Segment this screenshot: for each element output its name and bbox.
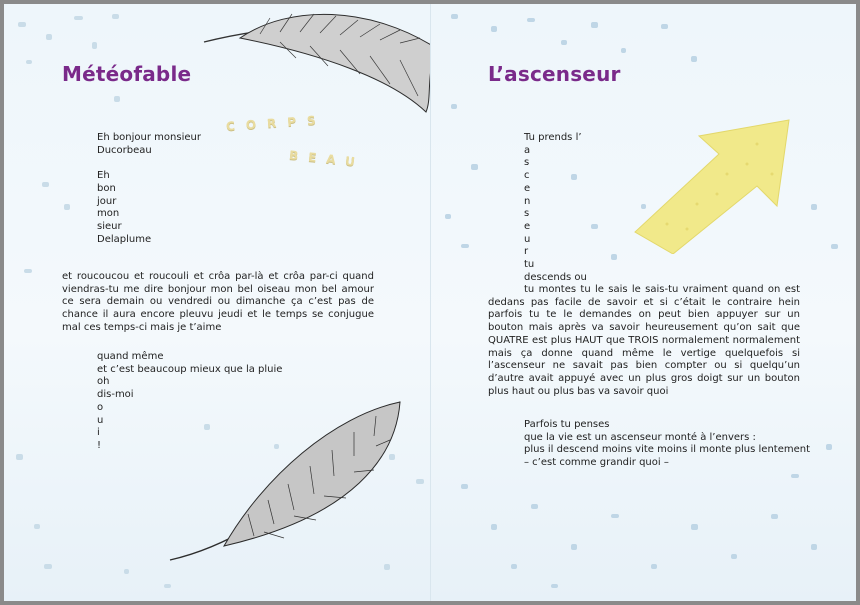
- poem-line: e: [524, 220, 531, 232]
- poem-line: Tu prends l’: [524, 132, 582, 143]
- poem-line: jour: [97, 195, 117, 207]
- poem-line: e: [524, 182, 531, 194]
- feather-top-icon: [200, 8, 431, 118]
- poem-line: !: [97, 439, 102, 451]
- poem-intro: [97, 132, 201, 246]
- poem-line: descends ou: [524, 271, 587, 283]
- poem-line: quand même: [97, 351, 164, 362]
- poem-line: r: [524, 246, 529, 258]
- poem-title: L’ascenseur: [488, 62, 621, 86]
- poem-line: et c’est beaucoup mieux que la pluie: [97, 363, 283, 375]
- poem-line: Eh: [97, 170, 110, 182]
- poem-line: – c’est comme grandir quoi –: [524, 457, 669, 469]
- poem-title: Météofable: [62, 62, 192, 86]
- right-page: [431, 4, 856, 601]
- poem-line: dis-moi: [97, 389, 134, 401]
- yellow-arrow-icon: [627, 114, 797, 254]
- poem-line: que la vie est un ascenseur monté à l’envers :: [524, 431, 756, 443]
- poem-line: u: [97, 414, 104, 426]
- poem-line: Eh bonjour monsieur: [97, 132, 201, 143]
- poem-line: oh: [97, 376, 110, 388]
- pasta-word-corps: CORPS: [225, 112, 328, 134]
- book-spread: [4, 4, 856, 601]
- poem-line: s: [524, 157, 530, 169]
- poem-paragraph: et roucoucou et roucouli et crôa par-là et crôa par-ci quand viendras-tu me dire bonjour mon bel oiseau mon bel amour ce sera demain ou vendredi ou dimanche ça c’est pas de chance il aura encore pleuvu jeudi et le temps se conjugue mal ces temps-ci mais je t’aime: [62, 271, 374, 333]
- poem-line: Delaplume: [97, 233, 152, 245]
- poem-line: tu: [524, 259, 535, 271]
- poem-line: plus il descend moins vite moins il monte plus lentement: [524, 444, 811, 456]
- poem-paragraph: tu montes tu le sais le sais-tu vraiment quand on est dedans pas facile de savoir et si c’était le contraire hein parfois tu te le demandes on peut bien appuyer sur un bouton mais après va savoir heureusement qu’on sait que QUATRE est plus HAUT que TROIS normalement normalement mais ça donne quand même le vertige quelquefois si l’ascenseur ne savait pas bien compter ou si quelqu’un d’autre avait appuyé avec un plus gros doigt sur un bouton plus haut ou plus bas va savoir quoi: [488, 284, 800, 397]
- poem-line: u: [524, 233, 531, 245]
- poem-line: sieur: [97, 220, 122, 232]
- poem-line: bon: [97, 182, 116, 194]
- poem-line: c: [524, 170, 530, 182]
- poem-line: o: [97, 401, 104, 413]
- poem-line: a: [524, 144, 531, 156]
- poem-line: mon: [97, 208, 120, 220]
- poem-line: [97, 157, 201, 170]
- poem-closing: [97, 351, 282, 453]
- poem-line: s: [524, 208, 530, 220]
- left-page: [4, 4, 431, 601]
- poem-line: Parfois tu penses: [524, 419, 610, 430]
- poem-closing: [524, 419, 810, 470]
- poem-line: n: [524, 195, 531, 207]
- poem-vertical-word: [524, 132, 587, 284]
- poem-line: Ducorbeau: [97, 144, 152, 156]
- pasta-word-beau: BEAU: [288, 148, 366, 170]
- poem-line: i: [97, 427, 100, 439]
